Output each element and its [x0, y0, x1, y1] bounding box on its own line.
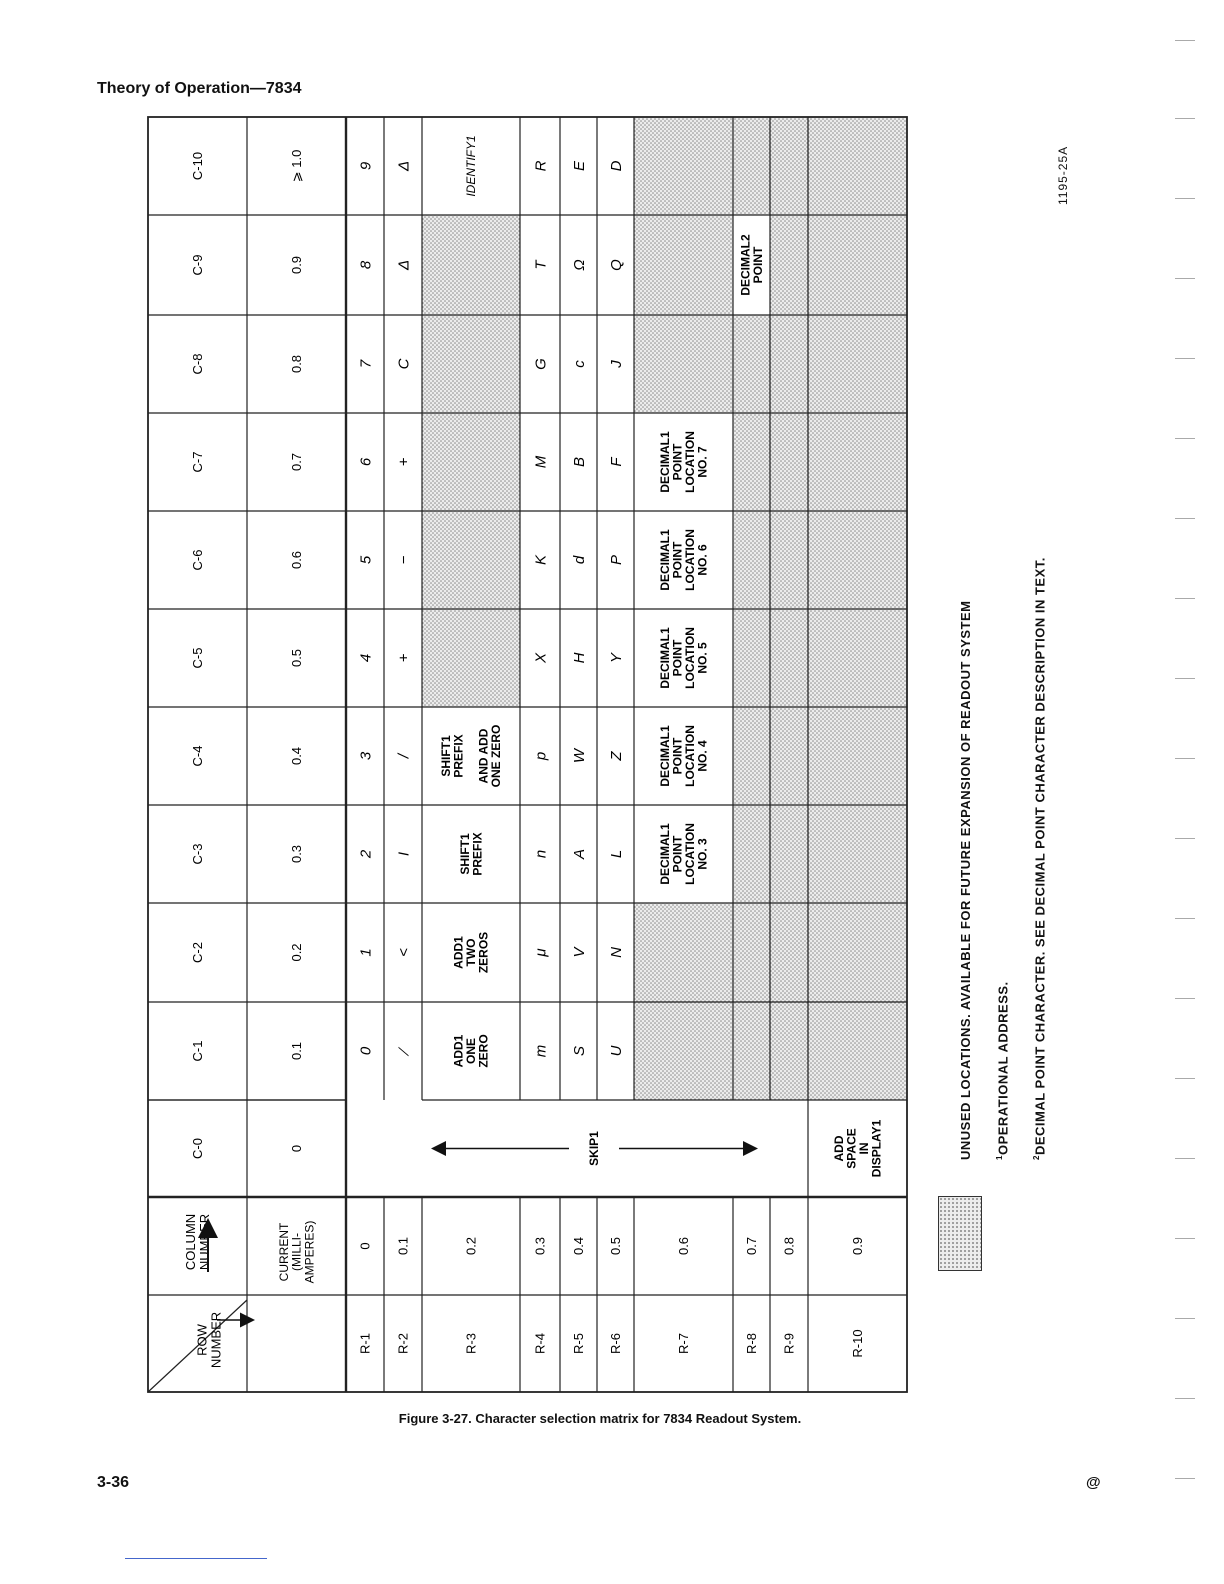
link-underline [125, 1558, 267, 1559]
character-cell: μ [532, 948, 550, 957]
character-cell: D [607, 160, 625, 172]
unused-cell [733, 117, 770, 215]
column-header [190, 648, 205, 669]
column-current: 0.5 [289, 648, 305, 668]
operation-cell [439, 725, 503, 788]
column-header [190, 1138, 205, 1159]
character-cell: W [570, 748, 588, 764]
character-cell: E [570, 160, 588, 172]
decimal-location-cell: LOCATION [682, 529, 697, 591]
row-header [358, 1333, 373, 1354]
character-cell: C [395, 358, 413, 370]
character-cell [395, 358, 412, 369]
character-cell [571, 946, 588, 958]
row-current: 0.5 [608, 1236, 624, 1256]
column-current: 0.8 [289, 354, 305, 374]
row-header [850, 1329, 865, 1357]
character-cell [532, 160, 549, 171]
character-cell [571, 457, 588, 467]
column-current: 0.1 [289, 1041, 305, 1061]
current-label: AMPERES) [302, 1220, 317, 1284]
row-header [782, 1333, 797, 1354]
row-current [782, 1237, 797, 1255]
row-header [676, 1333, 691, 1354]
operation-cell: PREFIX [451, 734, 466, 778]
character-cell [357, 359, 374, 368]
row-current: 0.6 [676, 1236, 692, 1256]
row-current [608, 1237, 623, 1255]
character-cell: M [532, 455, 550, 469]
character-cell [571, 1046, 588, 1056]
figure-caption: Figure 3-27. Character selection matrix for 7834 Readout System. [398, 1411, 802, 1426]
row-header: R-3 [463, 1333, 479, 1354]
character-cell [357, 555, 374, 564]
character-cell: 6 [357, 457, 375, 467]
character-cell [357, 654, 374, 662]
current-label [277, 1221, 316, 1284]
row-header [608, 1333, 623, 1354]
column-current: 0 [289, 1144, 305, 1153]
operation-cell: ONE ZERO [489, 724, 504, 788]
operation-cell: SHIFT1 [439, 735, 454, 777]
character-cell [395, 1046, 412, 1057]
page-header: Theory of Operation—7834 [97, 80, 302, 97]
operation-cell: IDENTIFY1 [464, 135, 479, 197]
character-cell [571, 849, 588, 860]
column-current: 0.9 [289, 255, 305, 275]
column-current: 0.7 [289, 452, 305, 472]
operation-cell: ADD1 [451, 936, 466, 969]
character-cell [571, 259, 588, 270]
character-cell: U [607, 1045, 625, 1057]
decimal-location-cell [658, 823, 710, 885]
decimal-location-cell [658, 627, 710, 689]
character-cell [608, 652, 625, 663]
row-current [533, 1237, 548, 1255]
operation-cell: SHIFT1 [457, 833, 472, 875]
character-cell: 2 [357, 849, 375, 859]
column-header [190, 942, 205, 963]
row-current [464, 1237, 479, 1255]
operation-cell: ZERO [476, 1034, 491, 1068]
character-cell [395, 555, 412, 564]
character-cell: 5 [357, 555, 375, 565]
page-number: 3-36 [97, 1474, 130, 1491]
character-cell: ⁄ [395, 1049, 413, 1053]
character-cell: A [570, 848, 588, 860]
row-current [850, 1237, 865, 1255]
character-cell: + [395, 457, 413, 467]
character-cell: 1 [357, 948, 375, 957]
decimal-location-cell: LOCATION [682, 725, 697, 787]
character-cell: n [532, 849, 550, 859]
column-current [289, 355, 304, 373]
edge-tick [1175, 1158, 1195, 1159]
character-cell: 3 [357, 751, 375, 761]
character-cell: m [532, 1044, 550, 1058]
column-header: C-0 [190, 1138, 206, 1159]
character-cell [608, 457, 625, 467]
row-header: R-1 [357, 1333, 373, 1354]
decimal-location-cell: NO. 7 [695, 446, 710, 478]
character-cell: p [532, 751, 550, 761]
operation-cell: ZEROS [476, 931, 491, 974]
decimal-location-cell: NO. 5 [695, 642, 710, 674]
column-header: C-8 [190, 353, 206, 375]
character-cell: 0 [357, 1046, 375, 1056]
unused-legend-swatch [938, 1196, 982, 1271]
character-cell: 7 [357, 359, 375, 369]
character-cell [395, 161, 412, 172]
row-number-label: ROW [194, 1324, 210, 1356]
operation-cell [452, 932, 491, 973]
decimal-location-cell: DECIMAL1 [657, 823, 672, 885]
row-header: R-10 [850, 1329, 866, 1358]
column-current [289, 943, 304, 961]
edge-tick [1175, 1478, 1195, 1479]
row-current: 0 [357, 1242, 373, 1250]
decimal-location-cell: NO. 3 [695, 838, 710, 870]
character-cell: Q [607, 259, 625, 271]
add-space-cell: ADD [831, 1135, 846, 1162]
row-current: 0.4 [571, 1236, 587, 1256]
row-header: R-5 [571, 1333, 587, 1354]
character-cell [571, 555, 588, 564]
operation-cell: AND ADD [476, 728, 491, 784]
character-cell [608, 555, 625, 565]
column-header: C-4 [190, 745, 206, 767]
character-cell: 8 [357, 260, 375, 270]
column-header: C-5 [190, 647, 206, 669]
character-cell: Δ [395, 160, 413, 172]
edge-tick [1175, 1238, 1195, 1239]
character-cell: B [570, 456, 588, 468]
row-current: 0.3 [532, 1236, 548, 1256]
decimal-location-cell: DECIMAL1 [657, 431, 672, 493]
decimal-location-cell: LOCATION [682, 823, 697, 885]
operation-cell [458, 832, 485, 875]
character-cell: < [395, 948, 413, 957]
row-current [744, 1237, 759, 1255]
operation-cell [464, 135, 478, 196]
character-cell: Ω [570, 259, 588, 271]
current-label: (MILLI- [289, 1232, 304, 1272]
character-cell [532, 752, 549, 761]
decimal-location-cell [658, 431, 710, 493]
row-header [533, 1333, 548, 1354]
row-current: 0.7 [744, 1236, 760, 1256]
edge-tick [1175, 598, 1195, 599]
character-cell [532, 1045, 549, 1058]
character-cell [357, 751, 374, 760]
column-current [289, 1042, 304, 1060]
character-cell [395, 948, 412, 957]
add-space-cell: IN [856, 1142, 871, 1155]
character-cell [395, 852, 412, 856]
decimal-location-cell: POINT [670, 835, 685, 873]
column-header: C-9 [190, 254, 206, 276]
row-header [464, 1333, 479, 1354]
character-cell [608, 850, 625, 858]
character-cell [532, 652, 549, 664]
row-header: R-2 [395, 1333, 411, 1354]
skip-label: SKIP1 [587, 1131, 602, 1166]
operation-cell: ONE [464, 1037, 479, 1065]
character-cell [532, 358, 549, 370]
row-header: R-4 [532, 1333, 548, 1354]
character-cell: Δ [395, 259, 413, 271]
character-cell [357, 849, 374, 859]
column-header: C-6 [190, 549, 206, 571]
add-space-cell: DISPLAY1 [869, 1119, 884, 1178]
column-header [190, 844, 205, 865]
current-label: CURRENT [277, 1222, 292, 1282]
row-header: R-6 [608, 1333, 624, 1354]
character-cell [532, 948, 549, 957]
character-cell [532, 850, 549, 858]
character-cell [608, 1045, 625, 1056]
column-header: C-2 [190, 942, 206, 963]
row-header: R-9 [781, 1333, 797, 1354]
character-cell [608, 160, 625, 171]
column-current: ⩾ 1.0 [289, 149, 305, 183]
decimal-location-cell: POINT [670, 737, 685, 775]
character-cell [395, 752, 412, 759]
decimal-location-cell: DECIMAL1 [657, 627, 672, 689]
edge-tick [1175, 198, 1195, 199]
character-cell: R [532, 160, 550, 172]
edge-tick [1175, 1318, 1195, 1319]
character-cell: T [532, 260, 550, 270]
character-cell: F [607, 457, 625, 467]
character-cell [608, 751, 625, 762]
character-cell [532, 554, 549, 565]
column-header [190, 354, 205, 375]
character-cell [571, 360, 588, 368]
character-cell: V [570, 947, 588, 958]
column-number-label: NUMBER [196, 1213, 212, 1271]
column-current: 0.6 [289, 550, 305, 570]
character-cell: I [395, 851, 413, 857]
row-header: R-8 [744, 1333, 760, 1354]
character-cell [357, 948, 374, 956]
character-cell: Y [607, 652, 625, 664]
column-current: 0.3 [289, 844, 305, 864]
decimal-location-cell: POINT [670, 443, 685, 481]
character-cell [608, 259, 625, 271]
character-cell: H [570, 652, 588, 664]
operation-cell: DECIMAL2 [738, 234, 753, 296]
row-current [396, 1237, 411, 1255]
character-cell: 9 [357, 161, 375, 171]
skip-label [587, 1131, 601, 1166]
column-current [289, 256, 304, 274]
unused-cell [634, 117, 733, 413]
character-cell: X [532, 652, 550, 664]
character-cell [532, 259, 549, 270]
column-header [190, 152, 205, 180]
operation-cell [738, 234, 765, 296]
edge-tick [1175, 678, 1195, 679]
character-cell: Z [607, 751, 625, 761]
operation-cell: TWO [464, 938, 479, 967]
decimal-location-cell [658, 725, 710, 787]
column-header: C-1 [190, 1040, 206, 1062]
character-cell: d [570, 555, 588, 565]
edge-tick [1175, 438, 1195, 439]
character-cell [357, 457, 374, 466]
edge-tick [1175, 40, 1195, 41]
edge-tick [1175, 838, 1195, 839]
row-current: 0.9 [850, 1236, 866, 1256]
column-header [190, 1041, 205, 1062]
character-cell: K [532, 554, 550, 566]
column-current: 0.4 [289, 746, 305, 766]
row-current: 0.1 [395, 1236, 411, 1256]
add-space-cell: SPACE [844, 1128, 859, 1169]
character-cell [395, 653, 412, 662]
edge-tick [1175, 1398, 1195, 1399]
decimal-location-cell: POINT [670, 639, 685, 677]
column-header: C-10 [190, 151, 206, 181]
decimal-location-cell: LOCATION [682, 627, 697, 689]
column-current [289, 845, 304, 863]
decimal-location-cell [658, 529, 710, 591]
character-cell: + [395, 653, 413, 663]
decimal-location-cell: NO. 4 [695, 740, 710, 772]
character-cell [571, 747, 588, 763]
row-header [744, 1333, 759, 1354]
row-header [571, 1333, 586, 1354]
corner-mark: @ [1086, 1474, 1101, 1491]
character-cell: N [607, 947, 625, 958]
operation-cell: ADD1 [451, 1034, 466, 1068]
row-number-label: NUMBER [208, 1311, 224, 1369]
unused-cell [422, 215, 520, 707]
decimal-location-cell: DECIMAL1 [657, 529, 672, 591]
character-cell: L [607, 849, 625, 859]
operation-cell [452, 1034, 491, 1067]
character-cell [357, 161, 374, 170]
column-header [190, 255, 205, 276]
decimal-location-cell: DECIMAL1 [657, 725, 672, 787]
edge-tick [1175, 358, 1195, 359]
row-header: R-7 [676, 1333, 692, 1354]
column-current [289, 1145, 304, 1152]
row-current [358, 1242, 373, 1249]
character-cell [571, 160, 588, 171]
column-current [289, 649, 304, 667]
character-cell [532, 455, 549, 468]
edge-tick [1175, 118, 1195, 119]
character-cell: 4 [357, 653, 375, 663]
column-number-label: COLUMN [183, 1213, 199, 1271]
decimal-location-cell: NO. 6 [695, 544, 710, 576]
column-current [289, 747, 304, 765]
operation-cell: PREFIX [470, 832, 485, 876]
character-cell: c [570, 360, 588, 368]
edge-tick [1175, 1078, 1195, 1079]
character-cell: − [395, 555, 413, 565]
column-current: 0.2 [289, 943, 305, 962]
row-current [571, 1237, 586, 1255]
row-current [676, 1237, 691, 1255]
operation-cell: POINT [750, 246, 765, 284]
column-header [190, 550, 205, 571]
character-cell: J [607, 360, 625, 368]
character-cell: P [607, 554, 625, 566]
character-cell [608, 360, 625, 369]
row-current: 0.8 [781, 1236, 797, 1256]
character-cell [395, 260, 412, 271]
character-cell [571, 652, 588, 663]
column-current [289, 551, 304, 569]
character-cell [357, 1046, 374, 1055]
character-cell [395, 457, 412, 466]
row-header [396, 1333, 411, 1354]
column-current [289, 453, 304, 471]
edge-tick [1175, 518, 1195, 519]
decimal-location-cell: LOCATION [682, 431, 697, 493]
edge-tick [1175, 278, 1195, 279]
character-cell: G [532, 358, 550, 370]
character-cell [608, 947, 625, 958]
character-cell [357, 260, 374, 269]
character-cell: S [570, 1045, 588, 1057]
column-header: C-7 [190, 451, 206, 473]
column-header: C-3 [190, 843, 206, 865]
edge-tick [1175, 998, 1195, 999]
decimal-location-cell: POINT [670, 541, 685, 579]
column-header [190, 746, 205, 767]
character-cell: / [395, 753, 413, 759]
column-current [289, 150, 304, 183]
add-space-cell [832, 1119, 884, 1177]
edge-tick [1175, 918, 1195, 919]
column-header [190, 452, 205, 473]
row-current: 0.2 [463, 1236, 479, 1256]
edge-tick [1175, 758, 1195, 759]
